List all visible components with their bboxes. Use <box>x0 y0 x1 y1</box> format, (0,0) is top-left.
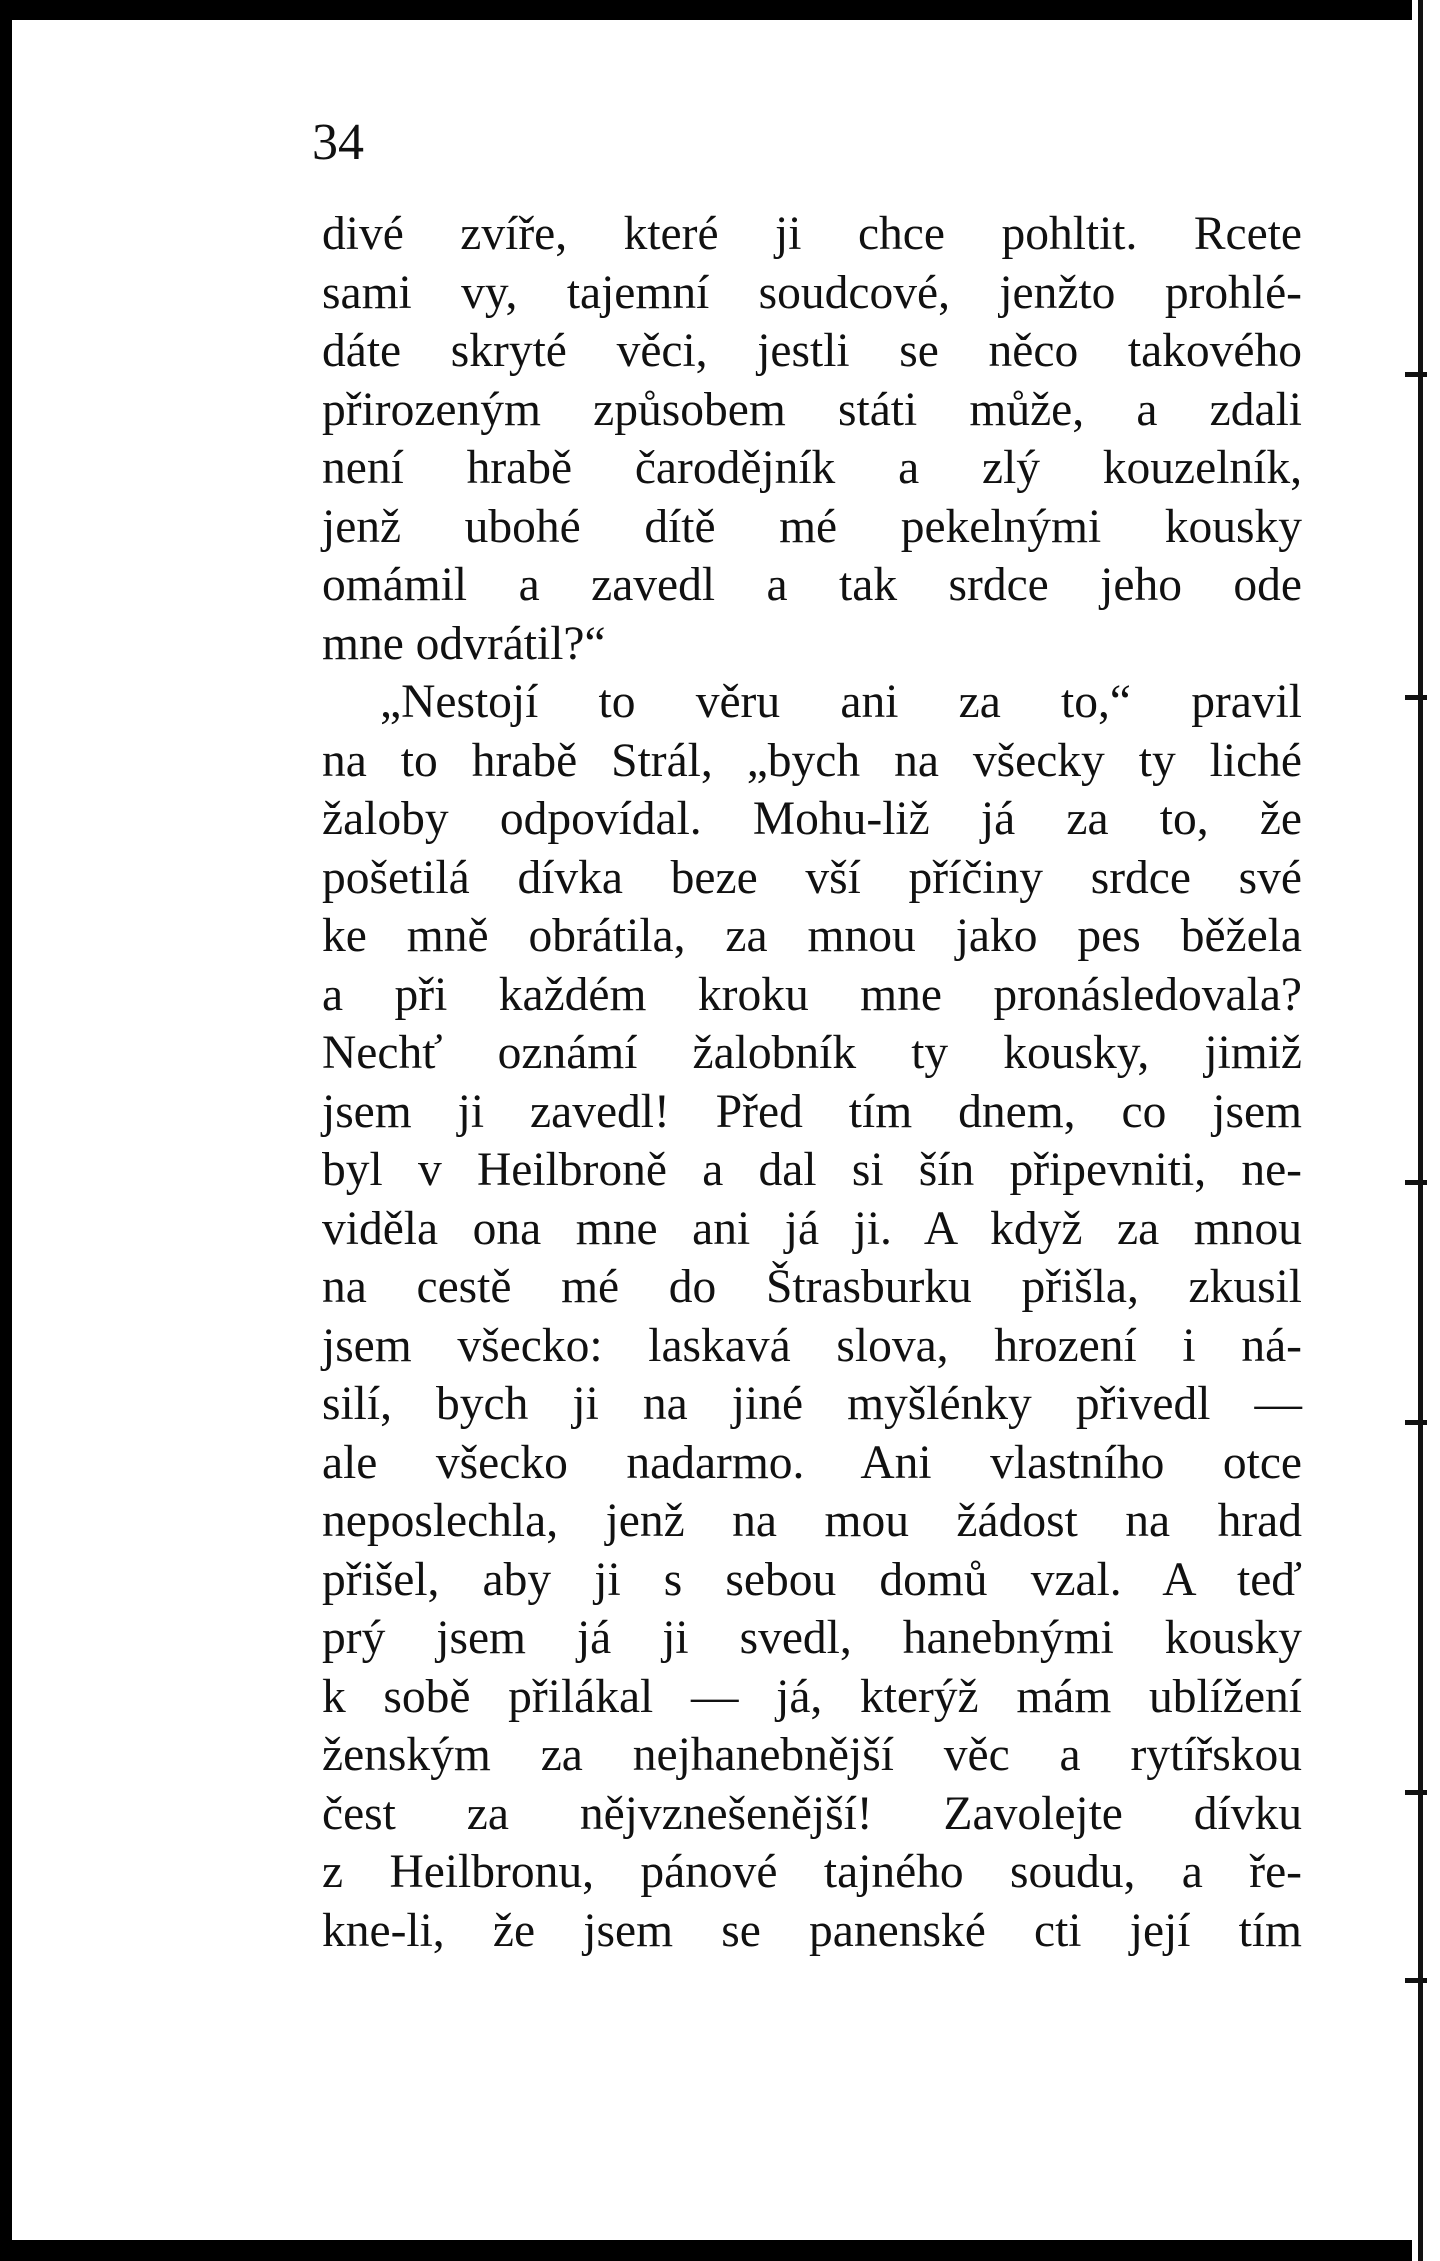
text-line: neposlechla, jenž na mou žádost na hrad <box>322 1495 1302 1547</box>
text-line: ke mně obrátila, za mnou jako pes běžela <box>322 910 1302 962</box>
text-line: viděla ona mne ani já ji. A když za mnou <box>322 1202 1302 1255</box>
text-line: pošetilá dívka beze vší příčiny srdce své <box>322 851 1302 904</box>
edge-tick <box>1405 1978 1427 1983</box>
edge-tick <box>1405 372 1427 377</box>
book-page <box>12 20 1412 2240</box>
text-line: na cestě mé do Štrasburku přišla, zkusil <box>322 1261 1302 1313</box>
text-line: mne odvrátil?“ <box>322 617 606 670</box>
text-line: k sobě přilákal — já, kterýž mám ublížení <box>322 1670 1302 1723</box>
text-line: na to hrabě Strál, „bych na všecky ty liché <box>322 734 1302 787</box>
edge-tick <box>1405 1420 1427 1425</box>
text-line: ženským za nejhanebnější věc a rytířskou <box>322 1729 1302 1781</box>
binding-rule <box>1418 0 1423 2261</box>
text-line: žaloby odpovídal. Mohu-liž já za to, že <box>322 793 1302 845</box>
body-text <box>322 205 1302 1960</box>
text-line: přišel, aby ji s sebou domů vzal. A teď <box>322 1553 1302 1606</box>
text-line: jsem všecko: laskavá slova, hrození i ná- <box>322 1319 1302 1372</box>
edge-tick <box>1405 1790 1427 1795</box>
text-line: a při každém kroku mne pronásledovala? <box>322 968 1302 1021</box>
edge-tick <box>1405 1180 1427 1185</box>
page-number: 34 <box>312 114 364 171</box>
text-line: sami vy, tajemní soudcové, jenžto prohlé- <box>322 266 1302 319</box>
text-line: divé zvíře, které ji chce pohltit. Rcete <box>322 208 1302 260</box>
text-line: dáte skryté věci, jestli se něco takového <box>322 325 1302 377</box>
text-line: silí, bych ji na jiné myšlénky přivedl — <box>322 1378 1302 1430</box>
text-line: „Nestojí to věru ani za to,“ pravil <box>380 676 1302 728</box>
text-line: ale všecko nadarmo. Ani vlastního otce <box>322 1436 1302 1489</box>
text-line: Nechť oznámí žalobník ty kousky, jimiž <box>322 1027 1302 1079</box>
text-line: kne-li, že jsem se panenské cti její tím <box>322 1904 1302 1957</box>
text-line: přirozeným způsobem státi může, a zdali <box>322 383 1302 436</box>
text-line: byl v Heilbroně a dal si šín připevniti, ne- <box>322 1144 1302 1196</box>
edge-tick <box>1405 695 1427 700</box>
text-line: z Heilbronu, pánové tajného soudu, a ře- <box>322 1846 1302 1898</box>
text-line: jenž ubohé dítě mé pekelnými kousky <box>322 500 1302 553</box>
page-edge <box>1412 0 1440 2261</box>
text-line: jsem ji zavedl! Před tím dnem, co jsem <box>322 1085 1302 1138</box>
text-line: není hrabě čarodějník a zlý kouzelník, <box>322 442 1302 494</box>
text-line: čest za nějvznešenější! Zavolejte dívku <box>322 1787 1302 1840</box>
text-line: omámil a zavedl a tak srdce jeho ode <box>322 559 1302 611</box>
text-line: prý jsem já ji svedl, hanebnými kousky <box>322 1612 1302 1664</box>
